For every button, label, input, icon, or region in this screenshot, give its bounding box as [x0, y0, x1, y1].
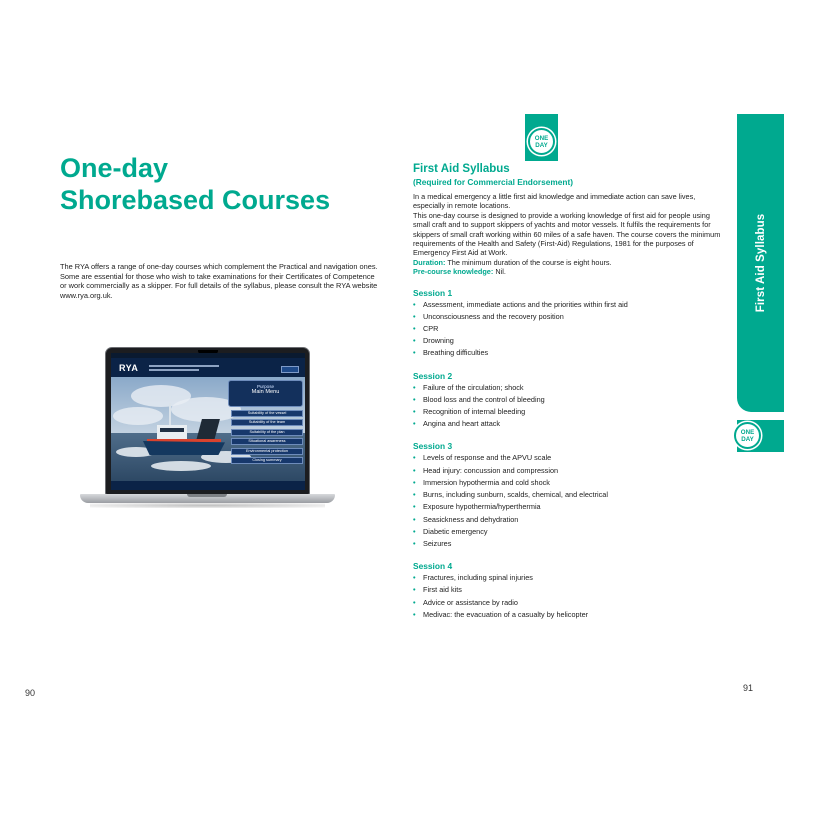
list-item-text: CPR — [423, 324, 439, 334]
list-item — [413, 299, 725, 311]
bullet: • — [413, 394, 416, 404]
list-item — [413, 452, 725, 464]
list-item — [413, 489, 725, 501]
syllabus-paragraph-1: In a medical emergency a little first aid knowledge and immediate action can save lives, especially in remote locations. — [413, 192, 696, 211]
list-item — [413, 335, 725, 347]
session-4-title: Session 4 — [413, 561, 453, 572]
screen-menu-item: Suitability of the plan — [231, 429, 303, 436]
title-line-2: Shorebased Courses — [60, 185, 331, 215]
one-day-badge-side — [734, 422, 761, 449]
badge-side-line-1: ONE — [740, 429, 755, 436]
list-item — [413, 597, 725, 609]
list-item — [413, 609, 725, 621]
list-item — [413, 311, 725, 323]
screen-menu-items — [231, 410, 303, 466]
laptop-lid — [105, 347, 310, 495]
list-item-text: Blood loss and the control of bleeding — [423, 394, 545, 404]
screen-bottom-bar — [111, 481, 305, 490]
screen-menu-item: Closing summary — [231, 457, 303, 464]
bullet: • — [413, 407, 416, 417]
bullet: • — [413, 490, 416, 500]
laptop-illustration — [80, 347, 335, 512]
list-item — [413, 477, 725, 489]
session-2-list — [413, 382, 725, 431]
rya-logo: RYA — [119, 363, 139, 373]
bullet: • — [413, 348, 416, 358]
list-item-text: Seasickness and dehydration — [423, 514, 519, 524]
boat-mast — [169, 403, 171, 427]
page-number-right: 91 — [743, 683, 754, 693]
bullet: • — [413, 502, 416, 512]
page-number-left: 90 — [25, 688, 36, 698]
bullet: • — [413, 585, 416, 595]
badge-line-2: DAY — [535, 141, 548, 149]
menu-panel-purpose: Purpose — [256, 384, 275, 389]
screen-menu-item: Suitability of the vessel — [231, 410, 303, 417]
list-item — [413, 418, 725, 430]
precourse-text: Nil. — [495, 267, 506, 277]
list-item — [413, 538, 725, 550]
screen-header — [111, 358, 305, 377]
bullet: • — [413, 538, 416, 548]
list-item — [413, 406, 725, 418]
one-day-top-tab — [525, 114, 558, 161]
list-item-text: Advice or assistance by radio — [423, 597, 518, 607]
bullet: • — [413, 419, 416, 429]
screen-menu-item: Situational awareness — [231, 438, 303, 445]
badge-side-line-2: DAY — [741, 435, 754, 443]
syllabus-paragraph-2: This one-day course is designed to provide a working knowledge of first aid for people using small craft and to support skippers of yachts and motor vessels. It fulfils the requirements for skippers of small craft working within 60 miles of a safe haven. The course covers the minimum requirements of the Health and Safety (First-Aid) Regulations, 1981 for the purposes of Emergency First Aid at Work. — [413, 210, 721, 258]
page-title — [60, 152, 390, 216]
sidebar-section-tab — [737, 114, 784, 412]
one-day-side-tab — [737, 420, 784, 452]
title-line-1: One-day — [60, 153, 169, 183]
syllabus-subtitle: (Required for Commercial Endorsement) — [413, 177, 573, 187]
list-item-text: Seizures — [423, 538, 452, 548]
list-item-text: Medivac: the evacuation of a casualty by helicopter — [423, 609, 589, 619]
list-item — [413, 514, 725, 526]
screen-exit-button — [281, 366, 299, 373]
duration-label: Duration: — [413, 257, 446, 267]
session-3-list — [413, 452, 725, 550]
bullet: • — [413, 514, 416, 524]
menu-panel-title: Main Menu — [251, 389, 280, 395]
list-item-text: Head injury: concussion and compression — [423, 465, 559, 475]
bullet: • — [413, 609, 416, 619]
one-day-badge — [528, 128, 555, 155]
list-item-text: Angina and heart attack — [423, 419, 501, 429]
laptop-shadow — [90, 503, 325, 508]
list-item — [413, 465, 725, 477]
bullet: • — [413, 573, 416, 583]
badge-line-1: ONE — [534, 135, 549, 142]
list-item — [413, 394, 725, 406]
list-item-text: Failure of the circulation; shock — [423, 382, 524, 392]
intro-paragraph: The RYA offers a range of one-day courses which complement the Practical and navigation ones. Some are essential for those who wish to take examinations for their Certificates of Competence or work commercially as a skipper. For full details of the syllabus, please consult the RYA website www.rya.org.uk. — [60, 262, 378, 300]
list-item — [413, 526, 725, 538]
boat-window — [160, 428, 184, 432]
list-item — [413, 584, 725, 596]
syllabus-title: First Aid Syllabus — [413, 163, 510, 175]
session-2-title: Session 2 — [413, 370, 453, 381]
list-item — [413, 501, 725, 513]
list-item-text: First aid kits — [423, 585, 462, 595]
bullet: • — [413, 324, 416, 334]
laptop-base-notch — [187, 494, 227, 497]
list-item — [413, 572, 725, 584]
bullet: • — [413, 382, 416, 392]
session-1-list — [413, 299, 725, 360]
boat-hull — [143, 441, 225, 455]
session-4-list — [413, 572, 725, 621]
bullet: • — [413, 597, 416, 607]
list-item — [413, 347, 725, 359]
list-item-text: Assessment, immediate actions and the priorities within first aid — [423, 299, 628, 309]
bullet: • — [413, 526, 416, 536]
bullet: • — [413, 453, 416, 463]
screen-menu-panel — [228, 380, 303, 407]
list-item-text: Levels of response and the APVU scale — [423, 453, 552, 463]
bullet: • — [413, 465, 416, 475]
list-item-text: Diabetic emergency — [423, 526, 488, 536]
list-item-text: Immersion hypothermia and cold shock — [423, 477, 550, 487]
laptop-screen — [111, 353, 305, 490]
list-item-text: Exposure hypothermia/hyperthermia — [423, 502, 541, 512]
sidebar-section-label: First Aid Syllabus — [754, 213, 767, 313]
list-item-text: Recognition of internal bleeding — [423, 407, 526, 417]
session-1-title: Session 1 — [413, 287, 453, 298]
header-text-lines — [149, 365, 219, 373]
list-item-text: Unconsciousness and the recovery position — [423, 311, 564, 321]
list-item-text: Breathing difficulties — [423, 348, 489, 358]
duration-text: The minimum duration of the course is eight hours. — [447, 257, 612, 267]
list-item — [413, 382, 725, 394]
precourse-line — [413, 267, 725, 276]
bullet: • — [413, 311, 416, 321]
syllabus-content — [413, 162, 725, 621]
bullet: • — [413, 299, 416, 309]
precourse-label: Pre-course knowledge: — [413, 267, 494, 277]
screen-menu-item: Suitability of the team — [231, 419, 303, 426]
bullet: • — [413, 336, 416, 346]
list-item-text: Drowning — [423, 336, 454, 346]
list-item-text: Fractures, including spinal injuries — [423, 573, 533, 583]
list-item — [413, 323, 725, 335]
duration-line — [413, 258, 725, 267]
bullet: • — [413, 477, 416, 487]
screen-menu-item: Environmental protection — [231, 448, 303, 455]
session-3-title: Session 3 — [413, 441, 453, 452]
list-item-text: Burns, including sunburn, scalds, chemical, and electrical — [423, 490, 608, 500]
